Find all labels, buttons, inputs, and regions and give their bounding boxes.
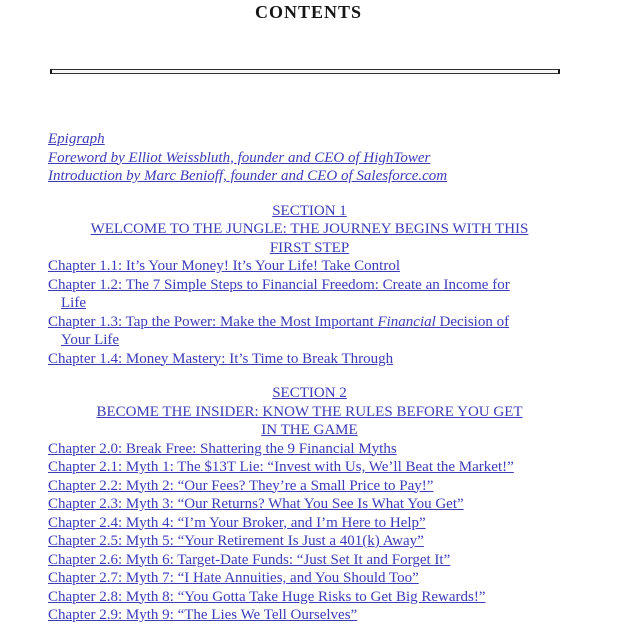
toc-content	[0, 130, 617, 625]
chapter-row	[48, 477, 571, 496]
section-heading-row	[48, 384, 571, 403]
chapter-link[interactable]: Chapter 1.3: Tap the Power: Make the Most Important Financial Decision of Your Life	[48, 313, 510, 348]
horizontal-divider	[50, 69, 560, 74]
chapter-link[interactable]: Chapter 2.2: Myth 2: “Our Fees? They’re a Small Price to Pay!”	[48, 477, 434, 494]
toc-section	[48, 202, 571, 369]
front-matter-link[interactable]: Introduction by Marc Benioff, founder and CEO of Salesforce.com	[48, 168, 448, 184]
section-subtitle-link[interactable]: BECOME THE INSIDER: KNOW THE RULES BEFORE YOU GET IN THE GAME	[96, 403, 523, 438]
chapter-link[interactable]: Chapter 2.7: Myth 7: “I Hate Annuities, and You Should Too”	[48, 570, 419, 586]
section-heading-row	[48, 202, 571, 221]
front-matter-link[interactable]: Epigraph	[48, 131, 105, 147]
front-matter-row	[48, 167, 571, 186]
chapter-row	[48, 495, 571, 514]
chapter-row	[48, 350, 571, 369]
chapter-link[interactable]: Chapter 2.6: Myth 6: Target-Date Funds: “Just Set It and Forget It”	[48, 551, 451, 568]
chapter-row	[48, 257, 571, 276]
front-matter-list	[48, 130, 571, 186]
page-title: CONTENTS	[254, 2, 363, 22]
chapter-link[interactable]: Chapter 2.5: Myth 5: “Your Retirement Is Just a 401(k) Away”	[48, 533, 424, 549]
chapter-row	[48, 569, 571, 588]
chapter-link[interactable]: Chapter 2.8: Myth 8: “You Gotta Take Huge Risks to Get Big Rewards!”	[48, 588, 486, 605]
sections-list	[48, 202, 571, 625]
chapter-link[interactable]: Chapter 2.0: Break Free: Shattering the 9 Financial Myths	[48, 440, 397, 457]
section-heading-link[interactable]: SECTION 2	[272, 385, 347, 401]
chapter-row	[48, 588, 571, 607]
front-matter-row	[48, 149, 571, 168]
toc-section	[48, 384, 571, 625]
chapter-row	[48, 532, 571, 551]
chapter-link[interactable]: Chapter 1.1: It’s Your Money! It’s Your Life! Take Control	[48, 258, 400, 274]
chapter-link[interactable]: Chapter 2.3: Myth 3: “Our Returns? What You See Is What You Get”	[48, 496, 464, 512]
section-heading-link[interactable]: SECTION 1	[272, 202, 347, 219]
chapter-link[interactable]: Chapter 2.4: Myth 4: “I’m Your Broker, and I’m Here to Help”	[48, 514, 426, 531]
chapter-row	[48, 551, 571, 570]
chapter-link[interactable]: Chapter 1.4: Money Mastery: It’s Time to Break Through	[48, 350, 394, 367]
chapter-link[interactable]: Chapter 1.2: The 7 Simple Steps to Financial Freedom: Create an Income for Life	[48, 276, 510, 311]
chapter-row	[48, 606, 571, 625]
chapter-row	[48, 313, 571, 350]
chapter-row	[48, 276, 571, 313]
chapter-row	[48, 514, 571, 533]
italic-text: Financial	[377, 313, 436, 330]
chapter-link[interactable]: Chapter 2.1: Myth 1: The $13T Lie: “Invest with Us, We’ll Beat the Market!”	[48, 459, 514, 475]
section-subtitle-row	[48, 403, 571, 440]
chapter-row	[48, 440, 571, 459]
front-matter-link[interactable]: Foreword by Elliot Weissbluth, founder and CEO of HighTower	[48, 149, 431, 166]
front-matter-row	[48, 130, 571, 149]
section-subtitle-link[interactable]: WELCOME TO THE JUNGLE: THE JOURNEY BEGINS WITH THIS FIRST STEP	[90, 221, 529, 256]
section-subtitle-row	[48, 220, 571, 257]
chapter-link[interactable]: Chapter 2.9: Myth 9: “The Lies We Tell Ourselves”	[48, 607, 358, 623]
chapter-row	[48, 458, 571, 477]
